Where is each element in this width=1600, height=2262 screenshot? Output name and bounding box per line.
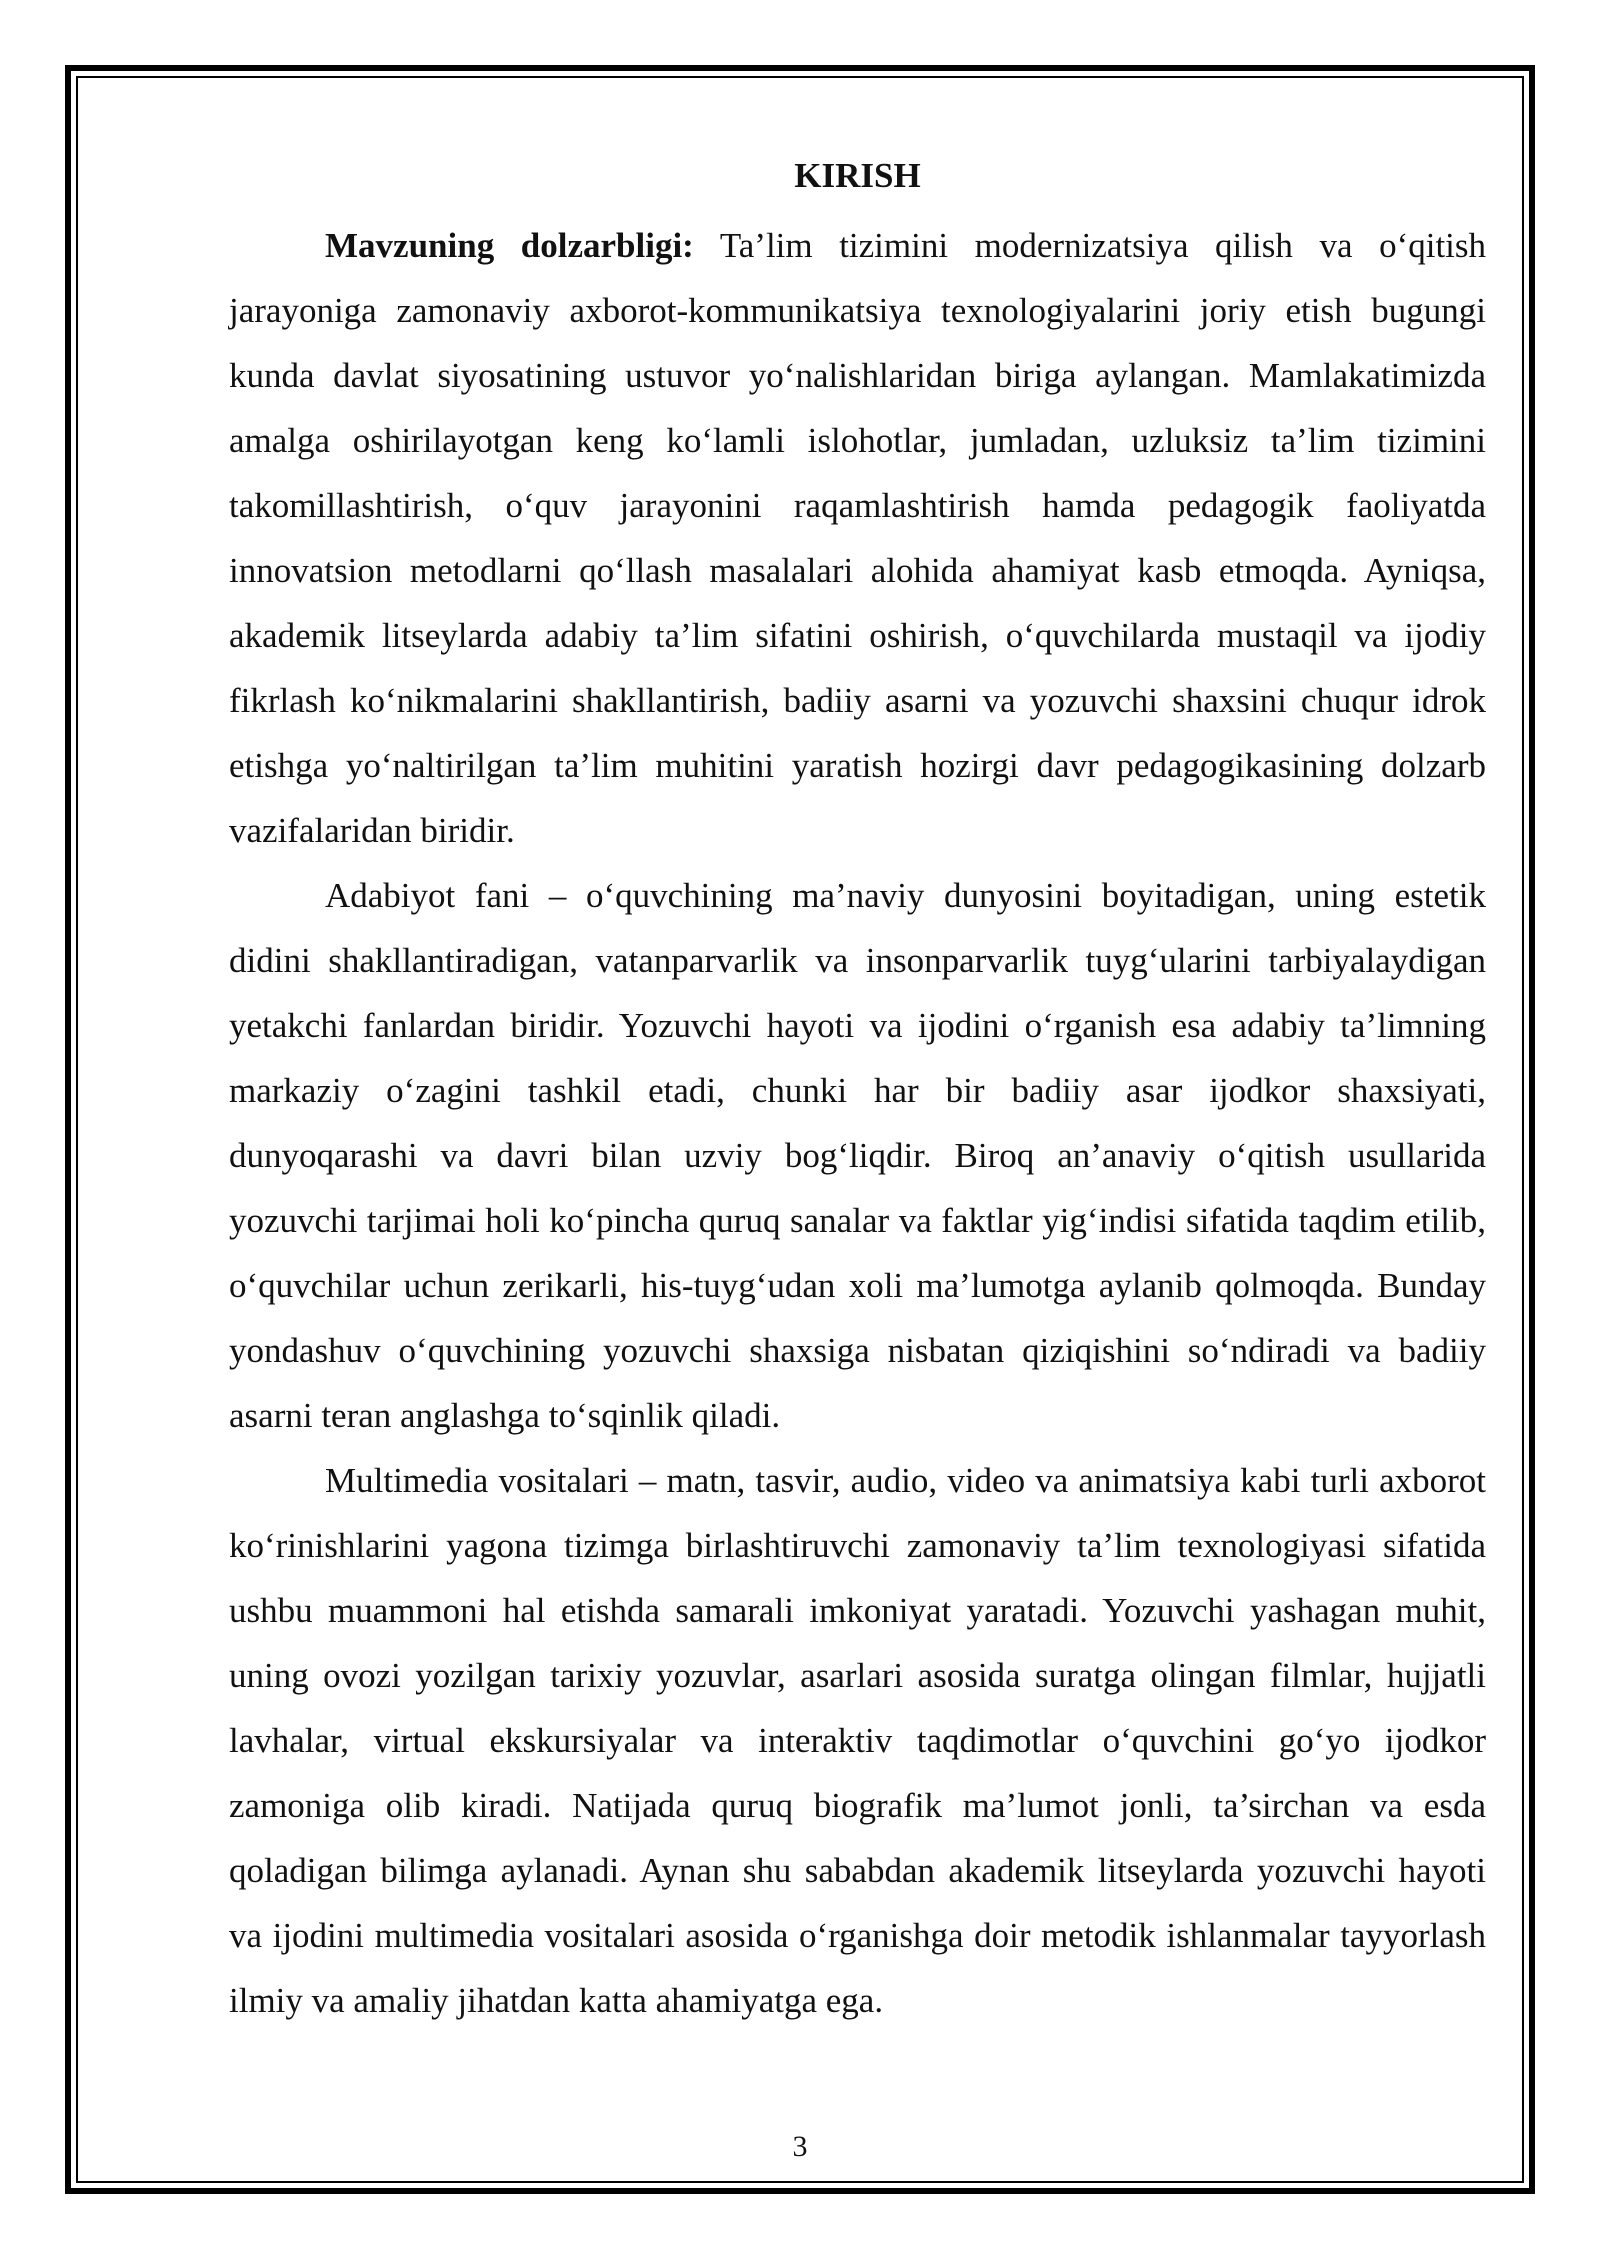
paragraph-literature	[229, 863, 1486, 1448]
paragraph-text: Ta’lim tizimini modernizatsiya qilish va o‘qitish jarayoniga zamonaviy axborot-kommunikatsiya texnologiyalarini joriy etish bugungi kunda davlat siyosatining ustuvor yo‘nalishlaridan biriga aylangan. Mamlakatimizda amalga oshirilayotgan keng ko‘lamli islohotlar, jumladan, uzluksiz ta’lim tizimini takomillashtirish, o‘quv jarayonini raqamlashtirish hamda pedagogik faoliyatda innovatsion metodlarni qo‘llash masalalari alohida ahamiyat kasb etmoqda. Ayniqsa, akademik litseylarda adabiy ta’lim sifatini oshirish, o‘quvchilarda mustaqil va ijodiy fikrlash ko‘nikmalarini shakllantirish, badiiy asarni va yozuvchi shaxsini chuqur idrok etishga yo‘naltirilgan ta’lim muhitini yaratish hozirgi davr pedagogikasining dolzarb vazifalaridan biridir.	[229, 226, 1487, 850]
document-body	[229, 148, 1486, 2033]
paragraph-relevance	[229, 213, 1486, 863]
paragraph-text: Multimedia vositalari – matn, tasvir, audio, video va animatsiya kabi turli axborot ko‘rinishlarini yagona tizimga birlashtiruvchi zamonaviy ta’lim texnologiyasi sifatida ushbu muammoni hal etishda samarali imkoniyat yaratadi. Yozuvchi yashagan muhit, uning ovozi yozilgan tarixiy yozuvlar, asarlari asosida suratga olingan filmlar, hujjatli lavhalar, virtual ekskursiyalar va interaktiv taqdimotlar o‘quvchini go‘yo ijodkor zamoniga olib kiradi. Natijada quruq biografik ma’lumot jonli, ta’sirchan va esda qoladigan bilimga aylanadi. Aynan shu sababdan akademik litseylarda yozuvchi hayoti va ijodini multimedia vositalari asosida o‘rganishga doir metodik ishlanmalar tayyorlash ilmiy va amaliy jihatdan katta ahamiyatga ega.	[229, 1461, 1486, 2020]
paragraph-multimedia	[229, 1448, 1486, 2033]
paragraph-lead: Mavzuning dolzarbligi:	[325, 226, 694, 265]
page-number: 3	[792, 2130, 808, 2163]
section-title: KIRISH	[794, 156, 921, 195]
paragraph-text: Adabiyot fani – o‘quvchining ma’naviy dunyosini boyitadigan, uning estetik didini shakllantiradigan, vatanparvarlik va insonparvarlik tuyg‘ularini tarbiyalaydigan yetakchi fanlardan biridir. Yozuvchi hayoti va ijodini o‘rganish esa adabiy ta’limning markaziy o‘zagini tashkil etadi, chunki har bir badiiy asar ijodkor shaxsiyati, dunyoqarashi va davri bilan uzviy bog‘liqdir. Biroq an’anaviy o‘qitish usullarida yozuvchi tarjimai holi ko‘pincha quruq sanalar va faktlar yig‘indisi sifatida taqdim etilib, o‘quvchilar uchun zerikarli, his-tuyg‘udan xoli ma’lumotga aylanib qolmoqda. Bunday yondashuv o‘quvchining yozuvchi shaxsiga nisbatan qiziqishini so‘ndiradi va badiiy asarni teran anglashga to‘sqinlik qiladi.	[229, 876, 1486, 1435]
